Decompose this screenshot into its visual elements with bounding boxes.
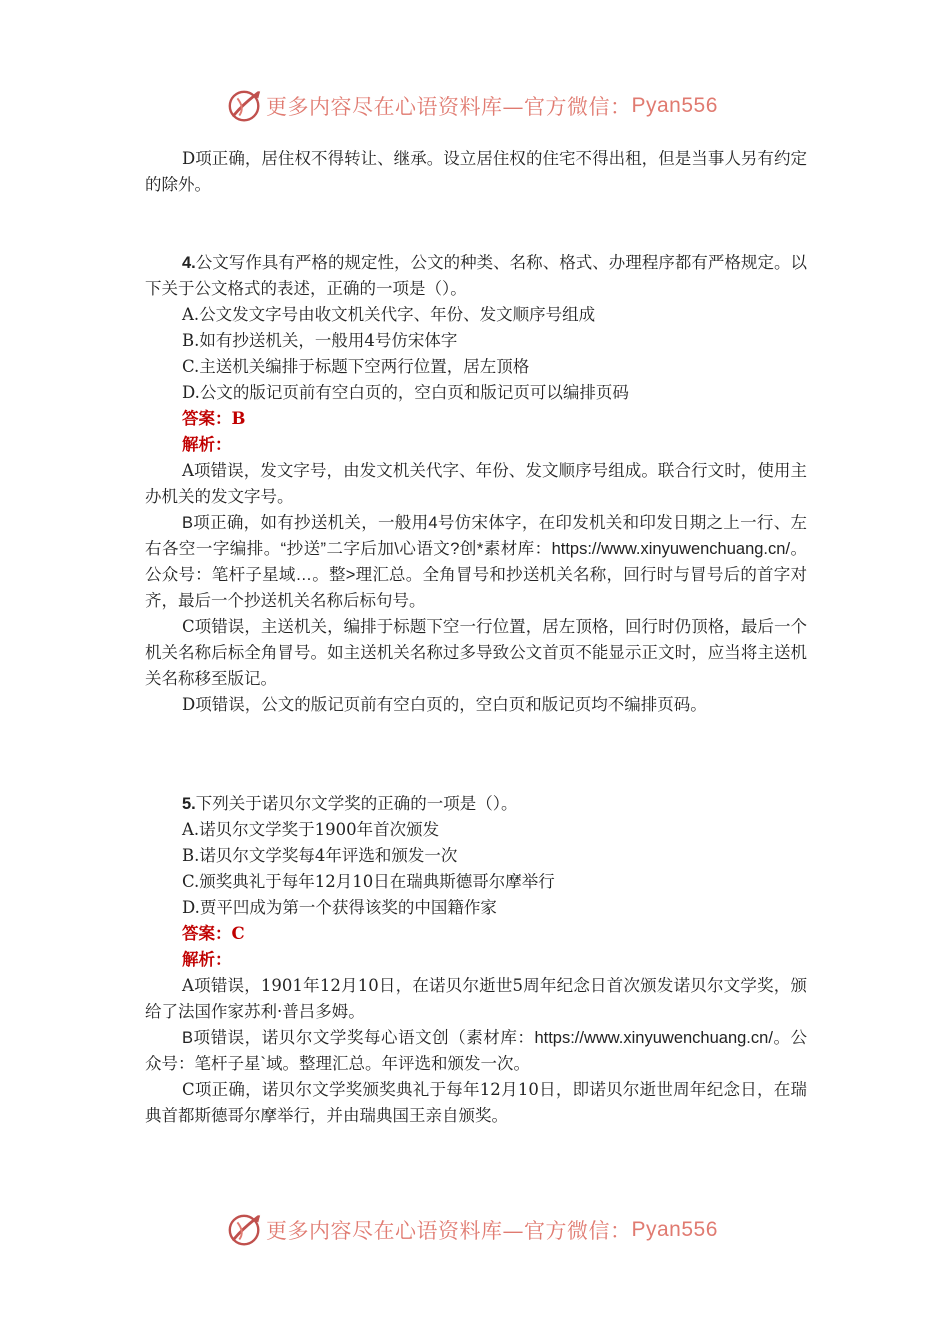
q5-option-b: B.诺贝尔文学奖每4年评选和颁发一次 <box>182 846 458 865</box>
pen-logo-icon <box>226 1211 264 1249</box>
q5-analysis-c: C项正确，诺贝尔文学奖颁奖典礼于每年12月10日，即诺贝尔逝世周年纪念日，在瑞典首都斯德哥尔摩举行，并由瑞典国王亲自颁奖。 <box>145 1080 807 1125</box>
footer-banner <box>226 1210 726 1250</box>
q5-option-d: D.贾平凹成为第一个获得该奖的中国籍作家 <box>182 898 497 917</box>
header-wechat-id: Pyan556 <box>631 94 718 117</box>
intro-paragraph: D项正确，居住权不得转让、继承。设立居住权的住宅不得出租，但是当事人另有约定的除外。 <box>145 149 807 194</box>
question-4 <box>145 250 807 718</box>
q5-answer: 答案：C <box>182 924 245 943</box>
q5-analysis-label: 解析： <box>182 950 232 969</box>
q4-option-c: C.主送机关编排于标题下空两行位置，居左顶格 <box>182 357 530 376</box>
q4-option-b: B.如有抄送机关，一般用4号仿宋体字 <box>182 331 458 350</box>
q4-analysis-d: D项错误，公文的版记页前有空白页的，空白页和版记页均不编排页码。 <box>182 695 707 714</box>
q4-analysis-a: A项错误，发文字号，由发文机关代字、年份、发文顺序号组成。联合行文时，使用主办机关的发文字号。 <box>145 461 807 506</box>
footer-banner-text: 更多内容尽在心语资料库—官方微信： <box>266 1219 632 1243</box>
q5-analysis-a: A项错误，1901年12月10日，在诺贝尔逝世5周年纪念日首次颁发诺贝尔文学奖，颁给了法国作家苏利·普吕多姆。 <box>145 976 807 1021</box>
q4-analysis-b: B项正确，如有抄送机关，一般用4号仿宋体字，在印发机关和印发日期之上一行、左右各空一字编排。“抄送”二字后加\心语文?创*素材库：https://www.xinyuwenchuang.cn/。公众号：笔杆子星域…。整>理汇总。全角冒号和抄送机关名称，回行时与冒号后的首字对齐，最后一个抄送机关名称后标句号。 <box>145 514 807 610</box>
q5-stem-paragraph <box>145 791 807 817</box>
q4-option-a: A.公文发文字号由收文机关代字、年份、发文顺序号组成 <box>182 305 596 324</box>
q4-stem-paragraph <box>145 250 807 302</box>
pen-logo-icon <box>226 87 264 125</box>
q5-stem: 下列关于诺贝尔文学奖的正确的一项是（）。 <box>195 794 518 813</box>
question-5 <box>145 791 807 1129</box>
q4-analysis-c: C项错误，主送机关，编排于标题下空一行位置，居左顶格，回行时仍顶格，最后一个机关名称后标全角冒号。如主送机关名称过多导致公文首页不能显示正文时，应当将主送机关名称移至版记。 <box>145 617 807 688</box>
q4-analysis-label: 解析： <box>182 435 232 454</box>
q5-option-c: C.颁奖典礼于每年12月10日在瑞典斯德哥尔摩举行 <box>182 872 555 891</box>
q4-option-d: D.公文的版记页前有空白页的，空白页和版记页可以编排页码 <box>182 383 629 402</box>
header-banner-text: 更多内容尽在心语资料库—官方微信： <box>266 95 632 119</box>
intro-section <box>145 146 807 198</box>
q5-analysis-b: B项错误，诺贝尔文学奖每心语文创（素材库：https://www.xinyuwenchuang.cn/。公众号：笔杆子星`域。整理汇总。年评选和颁发一次。 <box>145 1029 807 1073</box>
header-banner <box>226 86 726 126</box>
q5-option-a: A.诺贝尔文学奖于1900年首次颁发 <box>182 820 440 839</box>
q4-answer: 答案：B <box>182 409 246 428</box>
q4-stem: 公文写作具有严格的规定性，公文的种类、名称、格式、办理程序都有严格规定。以下关于公文格式的表述，正确的一项是（）。 <box>145 253 807 298</box>
footer-wechat-id: Pyan556 <box>631 1218 718 1241</box>
q4-number: 4. <box>182 254 196 272</box>
q5-number: 5. <box>182 795 196 813</box>
